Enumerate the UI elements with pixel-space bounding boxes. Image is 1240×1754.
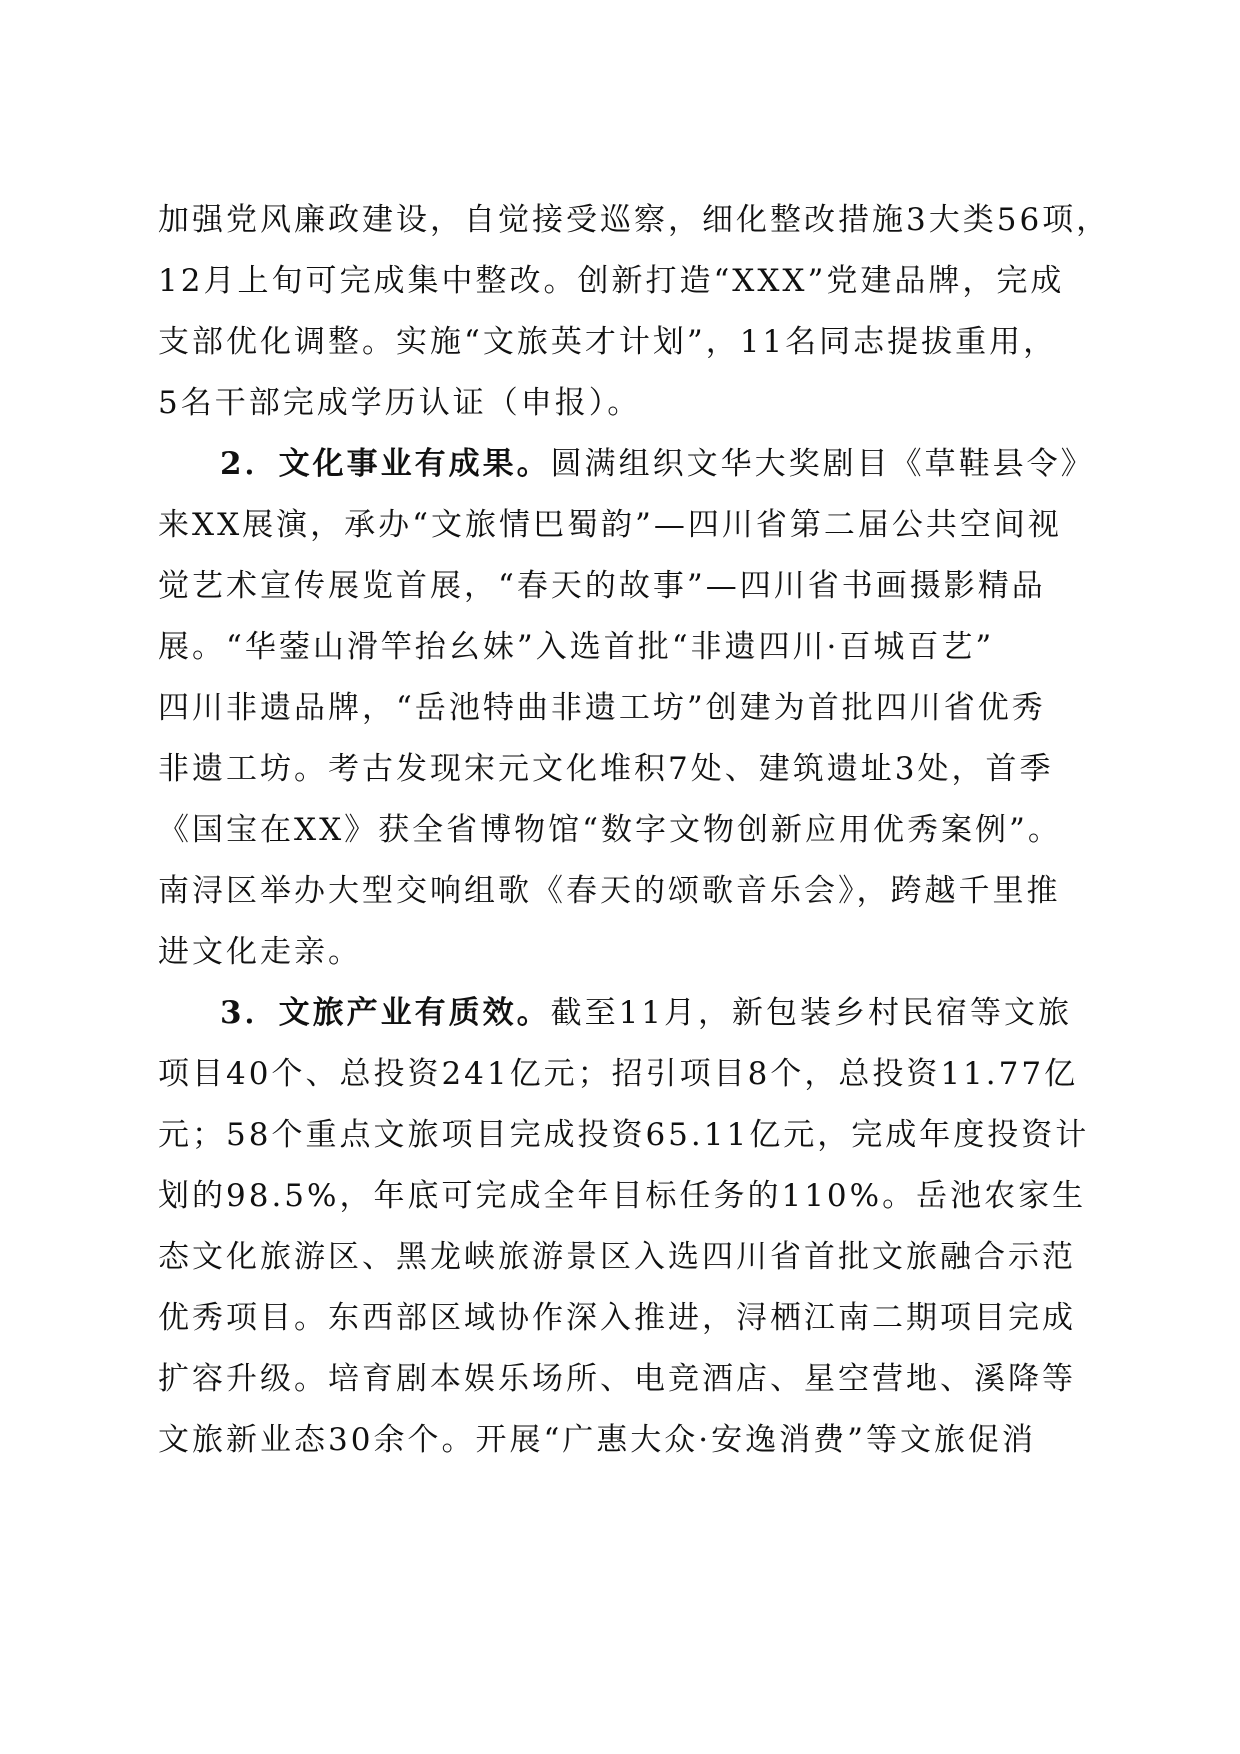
paragraph-line: 南浔区举办大型交响组歌《春天的颂歌音乐会》，跨越千里推 <box>158 873 1061 909</box>
paragraph-line: 进文化走亲。 <box>158 934 362 970</box>
paragraph-line: 12月上旬可完成集中整改。创新打造“XXX”党建品牌，完成 <box>158 263 1065 299</box>
section-2-first-line <box>158 434 1095 495</box>
paragraph-line: 非遗工坊。考古发现宋元文化堆积7处、建筑遗址3处，首季 <box>158 751 1054 787</box>
paragraph-line: 5名干部完成学历认证（申报）。 <box>158 385 642 421</box>
paragraph-line: 元；58个重点文旅项目完成投资65.11亿元，完成年度投资计 <box>158 1117 1090 1153</box>
paragraph-line: 《国宝在XX》获全省博物馆“数字文物创新应用优秀案例”。 <box>158 812 1062 848</box>
paragraph-line: 展。“华蓥山滑竿抬幺妹”入选首批“非遗四川·百城百艺” <box>158 629 995 665</box>
paragraph-line: 四川非遗品牌，“岳池特曲非遗工坊”创建为首批四川省优秀 <box>158 690 1046 726</box>
section-2-first-line-text: 圆满组织文华大奖剧目《草鞋县令》 <box>550 446 1095 482</box>
section-3-first-line-text: 截至11月，新包装乡村民宿等文旅 <box>550 995 1073 1031</box>
paragraph-line: 态文化旅游区、黑龙峡旅游景区入选四川省首批文旅融合示范 <box>158 1239 1076 1275</box>
paragraph-line: 觉艺术宣传展览首展，“春天的故事”—四川省书画摄影精品 <box>158 568 1046 604</box>
paragraph-line: 支部优化调整。实施“文旅英才计划”，11名同志提拔重用， <box>158 324 1058 360</box>
paragraph-line: 扩容升级。培育剧本娱乐场所、电竞酒店、星空营地、溪降等 <box>158 1361 1076 1397</box>
paragraph-line: 加强党风廉政建设，自觉接受巡察，细化整改措施3大类56项， <box>158 202 1111 238</box>
document-body <box>158 190 1111 1471</box>
paragraph-line: 项目40个、总投资241亿元；招引项目8个，总投资11.77亿 <box>158 1056 1079 1092</box>
section-3-heading: 3．文旅产业有质效。 <box>220 995 551 1031</box>
section-3-first-line <box>158 983 1088 1044</box>
paragraph-line: 划的98.5%，年底可完成全年目标任务的110%。岳池农家生 <box>158 1178 1087 1214</box>
paragraph-line: 优秀项目。东西部区域协作深入推进，浔栖江南二期项目完成 <box>158 1300 1076 1336</box>
paragraph-line: 文旅新业态30余个。开展“广惠大众·安逸消费”等文旅促消 <box>158 1422 1036 1458</box>
section-2-heading: 2．文化事业有成果。 <box>220 446 551 482</box>
paragraph-line: 来XX展演，承办“文旅情巴蜀韵”—四川省第二届公共空间视 <box>158 507 1062 543</box>
